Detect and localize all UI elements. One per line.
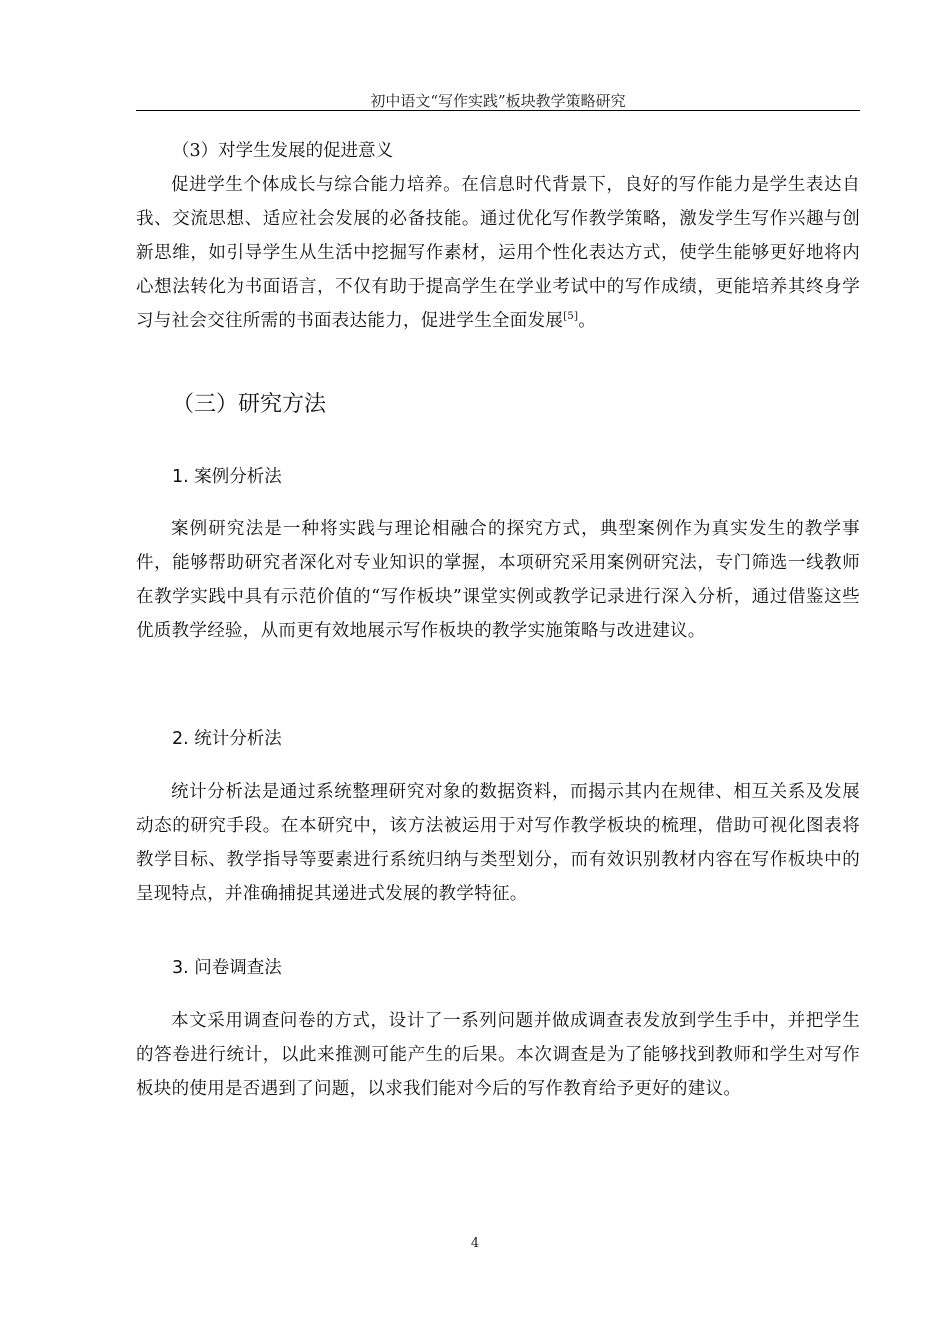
subsection-heading-3: （3）对学生发展的促进意义 <box>172 141 394 161</box>
paragraph-questionnaire: 本文采用调查问卷的方式，设计了一系列问题并做成调查表发放到学生手中，并把学生的答卷进行统计，以此来推测可能产生的后果。本次调查是为了能够找到教师和学生对写作板块的使用是否遇到了问题，以求我们能对今后的写作教育给予更好的建议。 <box>136 1011 860 1099</box>
method-heading-questionnaire: 3. 问卷调查法 <box>172 958 282 978</box>
page-number: 4 <box>470 1236 480 1251</box>
paragraph-text: 促进学生个体成长与综合能力培养。在信息时代背景下，良好的写作能力是学生表达自我、交流思想、适应社会发展的必备技能。通过优化写作教学策略，激发学生写作兴趣与创新思维，如引导学生从生活中挖掘写作素材，运用个性化表达方式，使学生能够更好地将内心想法转化为书面语言，不仅有助于提高学生在学业考试中的写作成绩，更能培养其终身学习与社会交往所需的书面表达能力，促进学生全面发展 <box>136 175 860 331</box>
paragraph-student-development <box>136 168 860 338</box>
citation-marker: [5] <box>563 311 579 323</box>
section-title: （三）研究方法 <box>172 392 327 417</box>
method-heading-statistics: 2. 统计分析法 <box>172 729 282 749</box>
method-heading-case-analysis: 1. 案例分析法 <box>172 467 282 487</box>
paragraph-case-analysis: 案例研究法是一种将实践与理论相融合的探究方式，典型案例作为真实发生的教学事件，能够帮助研究者深化对专业知识的掌握，本项研究采用案例研究法，专门筛选一线教师在教学实践中具有示范价值的“写作板块”课堂实例或教学记录进行深入分析，通过借鉴这些优质教学经验，从而更有效地展示写作板块的教学实施策略与改进建议。 <box>136 519 860 641</box>
header-divider <box>136 110 860 111</box>
running-header: 初中语文“写作实践”板块教学策略研究 <box>370 92 626 110</box>
paragraph-end: 。 <box>578 311 597 331</box>
paragraph-statistics: 统计分析法是通过系统整理研究对象的数据资料，而揭示其内在规律、相互关系及发展动态的研究手段。在本研究中，该方法被运用于对写作教学板块的梳理，借助可视化图表将教学目标、教学指导等要素进行系统归纳与类型划分，而有效识别教材内容在写作板块中的呈现特点，并准确捕捉其递进式发展的教学特征。 <box>136 782 860 904</box>
